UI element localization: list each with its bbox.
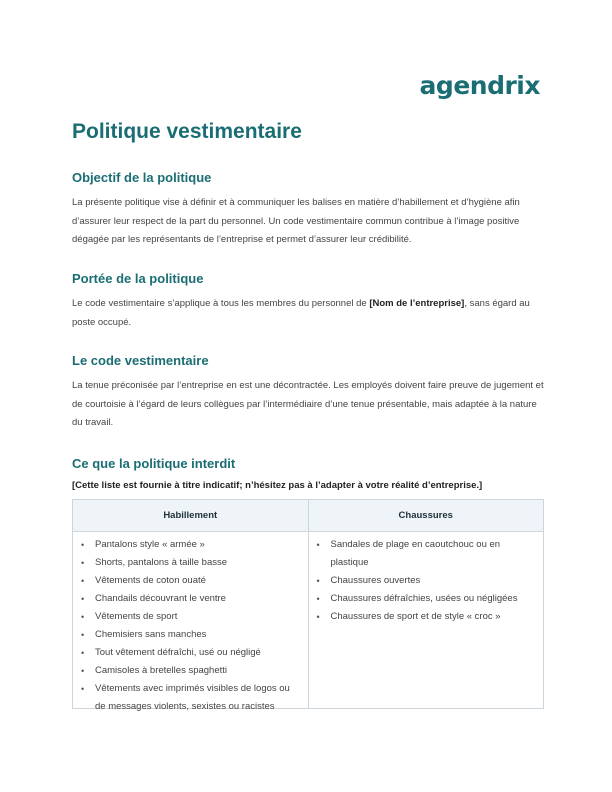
objective-heading: Objectif de la politique	[72, 170, 212, 185]
forbidden-heading: Ce que la politique interdit	[72, 456, 236, 471]
table-body	[73, 532, 543, 712]
clothing-list	[79, 536, 302, 716]
section-scope	[72, 271, 546, 332]
list-item: • Vêtements avec imprimés visibles de logos ou de messages violents, sexistes ou racistes	[79, 680, 302, 716]
scope-heading: Portée de la politique	[72, 271, 204, 286]
list-item: • Sandales de plage en caoutchouc ou en plastique	[315, 536, 538, 572]
list-item: • Vêtements de sport	[79, 608, 302, 626]
page-title: Politique vestimentaire	[72, 120, 302, 143]
list-item: • Camisoles à bretelles spaghetti	[79, 662, 302, 680]
company-name-placeholder: [Nom de l’entreprise]	[369, 298, 465, 309]
clothing-column	[73, 532, 308, 712]
objective-text: La présente politique vise à définir et à communiquer les balises en matière d’habillement et d’hygiène afin d’assurer leur respect de la part du personnel. Un code vestimentaire commun contribue à l’image positive dégagée par les représentants de l’entreprise et permet d’assurer leur crédibilité.	[72, 197, 520, 245]
dress-code-heading: Le code vestimentaire	[72, 353, 209, 368]
scope-text-end: , sans égard au poste occupé.	[72, 298, 530, 328]
section-objective	[72, 170, 546, 250]
list-item: • Pantalons style « armée »	[79, 536, 302, 554]
shoes-list	[315, 536, 538, 626]
list-item: • Chaussures défraîchies, usées ou négligées	[315, 590, 538, 608]
list-item: • Shorts, pantalons à taille basse	[79, 554, 302, 572]
forbidden-table	[72, 499, 544, 712]
scope-text	[72, 295, 546, 332]
shoes-column	[308, 532, 544, 709]
clothing-column-header: Habillement	[163, 510, 218, 521]
indicative-note: [Cette liste est fournie à titre indicatif; n’hésitez pas à l’adapter à votre réalité d’entreprise.]	[72, 480, 483, 491]
list-item: • Tout vêtement défraîchi, usé ou négligé	[79, 644, 302, 662]
section-dress-code	[72, 353, 546, 433]
list-item: • Chandails découvrant le ventre	[79, 590, 302, 608]
dress-code-text: La tenue préconisée par l’entreprise en est une décontractée. Les employés doivent faire preuve de jugement et de courtoisie à l’égard de leurs collègues par l’intermédiaire d’une tenue présentable, mais adaptée à la nature du travail.	[72, 380, 544, 428]
shoes-column-header: Chaussures	[308, 500, 544, 531]
table-header-row	[73, 500, 543, 532]
list-item: • Vêtements de coton ouaté	[79, 572, 302, 590]
scope-text-start: Le code vestimentaire s’applique à tous les membres du personnel de	[72, 298, 370, 309]
list-item: • Chemisiers sans manches	[79, 626, 302, 644]
agendrix-logo: agendrix	[419, 71, 540, 100]
section-forbidden	[72, 456, 546, 480]
list-item: • Chaussures de sport et de style « croc »	[315, 608, 538, 626]
list-item: • Chaussures ouvertes	[315, 572, 538, 590]
